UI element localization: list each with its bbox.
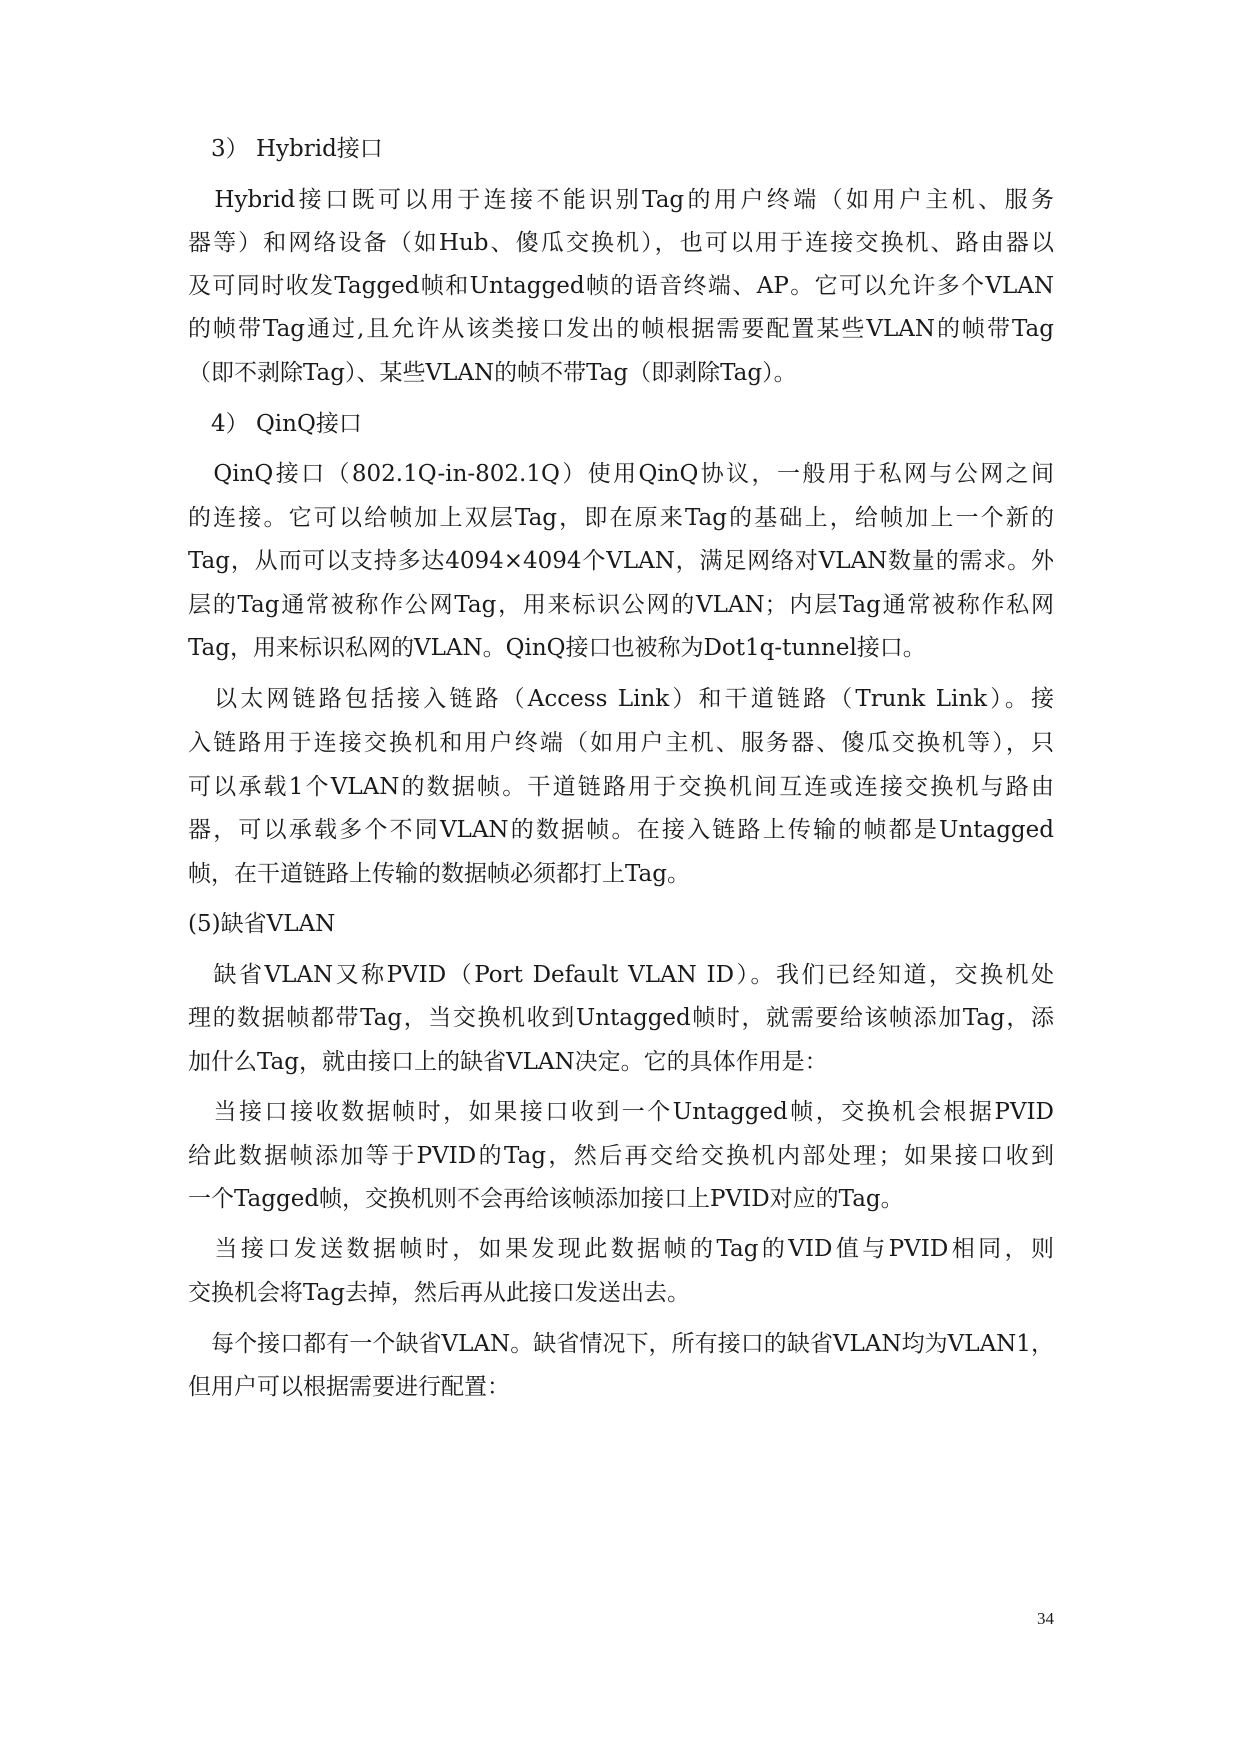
- text-line: 给此数据帧添加等于PVID的Tag，然后再交给交换机内部处理；如果接口收到: [188, 1143, 1054, 1169]
- text-line: 加什么Tag，就由接口上的缺省VLAN决定。它的具体作用是：: [188, 1049, 828, 1075]
- text-line: 及可同时收发Tagged帧和Untagged帧的语音终端、AP。它可以允许多个VLAN: [188, 273, 1054, 299]
- text-line: 器，可以承载多个不同VLAN的数据帧。在接入链路上传输的帧都是Untagged: [188, 817, 1054, 843]
- text-line: 一个Tagged帧，交换机则不会再给该帧添加接口上PVID对应的Tag。: [188, 1186, 904, 1212]
- page-number: 34: [1037, 1609, 1054, 1628]
- text-line: Tag，用来标识私网的VLAN。QinQ接口也被称为Dot1q-tunnel接口。: [188, 635, 926, 661]
- text-line: 入链路用于连接交换机和用户终端（如用户主机、服务器、傻瓜交换机等），只: [188, 730, 1054, 756]
- text-line: （即不剥除Tag）、某些VLAN的帧不带Tag（即剥除Tag）。: [188, 360, 797, 386]
- text-line: 可以承载1个VLAN的数据帧。干道链路用于交换机间互连或连接交换机与路由: [188, 774, 1054, 800]
- heading-qinq-interface: 4） QinQ接口: [188, 411, 362, 437]
- text-line: 层的Tag通常被称作公网Tag，用来标识公网的VLAN；内层Tag通常被称作私网: [188, 592, 1054, 618]
- text-line: Hybrid接口既可以用于连接不能识别Tag的用户终端（如用户主机、服务: [188, 187, 1054, 213]
- text-line: 交换机会将Tag去掉，然后再从此接口发送出去。: [188, 1280, 690, 1306]
- heading-hybrid-interface: 3） Hybrid接口: [188, 136, 383, 162]
- text-line: 的连接。它可以给帧加上双层Tag，即在原来Tag的基础上，给帧加上一个新的: [188, 505, 1054, 531]
- text-line: 帧，在干道链路上传输的数据帧必须都打上Tag。: [188, 861, 690, 887]
- text-line: 但用户可以根据需要进行配置：: [188, 1374, 510, 1400]
- text-line: 每个接口都有一个缺省VLAN。缺省情况下，所有接口的缺省VLAN均为VLAN1，: [188, 1331, 1054, 1357]
- text-line: 以太网链路包括接入链路（Access Link）和干道链路（Trunk Link）。接: [188, 686, 1054, 712]
- text-line: 当接口接收数据帧时，如果接口收到一个Untagged帧，交换机会根据PVID: [188, 1099, 1054, 1125]
- text-line: Tag，从而可以支持多达4094×4094个VLAN，满足网络对VLAN数量的需求。外: [188, 548, 1054, 574]
- text-line: 缺省VLAN又称PVID（Port Default VLAN ID）。我们已经知道，交换机处: [188, 962, 1054, 988]
- text-line: QinQ接口（802.1Q-in-802.1Q）使用QinQ协议，一般用于私网与公网之间: [188, 461, 1054, 487]
- text-line: 的帧带Tag通过,且允许从该类接口发出的帧根据需要配置某些VLAN的帧带Tag: [188, 316, 1054, 342]
- text-line: 器等）和网络设备（如Hub、傻瓜交换机），也可以用于连接交换机、路由器以: [188, 230, 1054, 256]
- text-line: 当接口发送数据帧时，如果发现此数据帧的Tag的VID值与PVID相同，则: [188, 1236, 1054, 1262]
- text-line: 理的数据帧都带Tag，当交换机收到Untagged帧时，就需要给该帧添加Tag，添: [188, 1005, 1054, 1031]
- heading-default-vlan: (5)缺省VLAN: [188, 911, 336, 937]
